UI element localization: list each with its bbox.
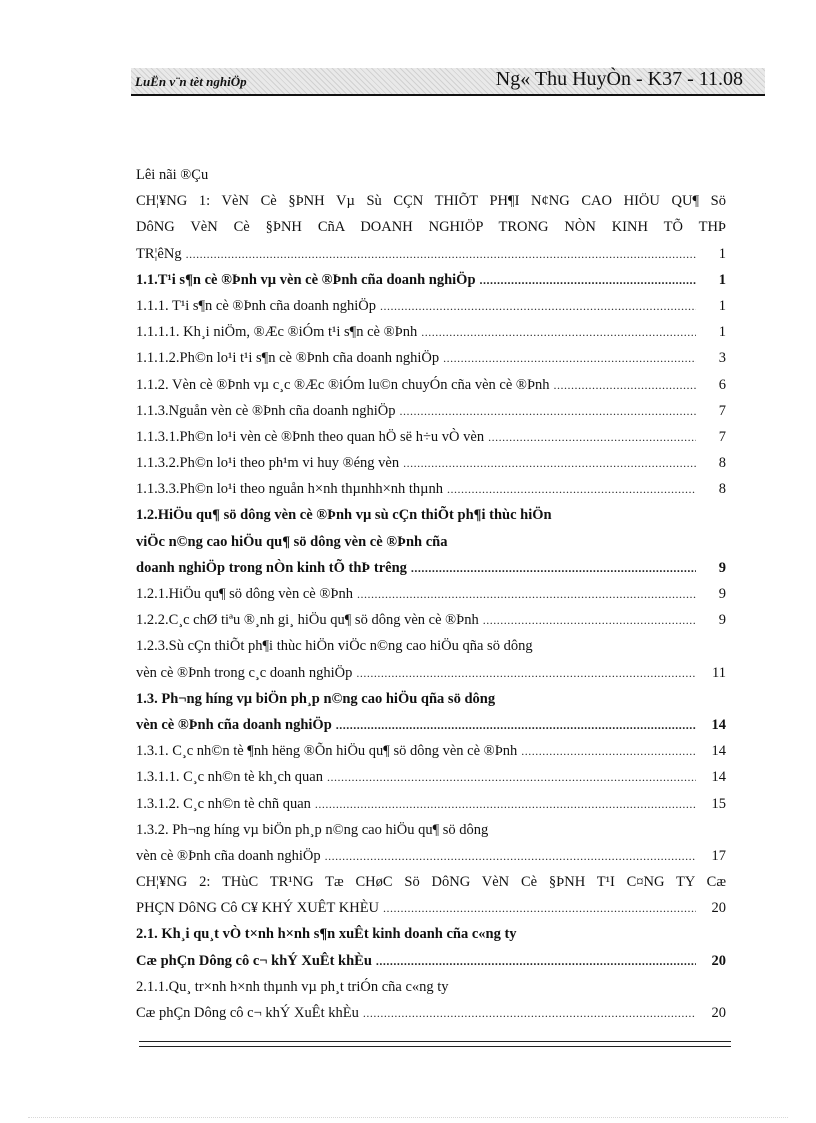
toc-entry-text: 1.2.HiÖu qu¶ sö dông vèn cè ®Þnh vµ sù cÇn thiÕt ph¶i thùc hiÖn [136, 507, 552, 524]
toc-page-number: 9 [718, 559, 726, 576]
toc-entry-text: 1.3. Ph¬ng híng vµ biÖn ph¸p n©ng cao hiÖu qña sö dông [136, 690, 496, 707]
toc-page-number: 9 [718, 612, 726, 629]
header-thesis-title: LuËn v¨n tèt nghiÖp [135, 74, 247, 89]
toc-entry [136, 345, 726, 371]
toc-entry-text: 1.3.1.2. C¸c nh©n tè chñ quan [136, 795, 311, 812]
toc-entry-text: viÖc n©ng cao hiÖu qu¶ sö dông vèn cè ®Þnh cña [136, 533, 448, 550]
toc-entry [136, 319, 726, 345]
toc-entry-text: 1.1.3.2.Ph©n lo¹i theo ph¹m vi huy ®éng vèn [136, 455, 400, 472]
toc-entry-text: 1.2.2.C¸c chØ tiªu ®¸nh gi¸ hiÖu qu¶ sö dông vèn cè ®Þnh [136, 612, 479, 629]
toc-page-number: 8 [718, 481, 726, 498]
toc-dot-leader [186, 244, 696, 264]
toc-entry [136, 686, 726, 712]
toc-dot-leader [521, 741, 696, 761]
toc-entry-text: 1.1.1.2.Ph©n lo¹i t¹i s¶n cè ®Þnh cña doanh nghiÖp [136, 350, 440, 367]
toc-page-number: 7 [718, 428, 726, 445]
toc-entry [136, 948, 726, 974]
toc-entry [136, 974, 726, 1000]
toc-entry [136, 372, 726, 398]
toc-page-number: 1 [718, 297, 726, 314]
toc-entry [136, 162, 726, 188]
toc-entry-text: DôNG VèN Cè §ÞNH CñA DOANH NGHIÖP TRONG NÒN KINH TÕ THÞ [136, 219, 726, 236]
table-of-contents [136, 162, 726, 1026]
toc-entry [136, 555, 726, 581]
toc-entry [136, 633, 726, 659]
toc-dot-leader [411, 558, 696, 578]
toc-entry [136, 581, 726, 607]
toc-page-number: 3 [718, 350, 726, 367]
toc-page-number: 20 [711, 952, 726, 969]
toc-page-number: 17 [711, 847, 726, 864]
toc-entry [136, 424, 726, 450]
toc-entry [136, 502, 726, 528]
toc-entry [136, 660, 726, 686]
toc-page-number: 1 [718, 271, 726, 288]
toc-entry [136, 476, 726, 502]
toc-entry-text: 1.1.3.Nguån vèn cè ®Þnh cña doanh nghiÖp [136, 402, 396, 419]
toc-entry [136, 1000, 726, 1026]
header-author: Ng« Thu HuyÒn - K37 - 11.08 [495, 68, 743, 90]
toc-dot-leader [327, 767, 696, 787]
toc-dot-leader [447, 479, 696, 499]
toc-entry-text: 1.1.2. Vèn cè ®Þnh vµ c¸c ®Æc ®iÓm lu©n chuyÓn cña vèn cè ®Þnh [136, 376, 550, 393]
toc-entry-text: 1.1.3.3.Ph©n lo¹i theo nguån h×nh thµnhh×nh thµnh [136, 481, 444, 498]
toc-page-number: 1 [718, 245, 726, 262]
toc-page-number: 15 [711, 795, 726, 812]
toc-entry [136, 817, 726, 843]
toc-dot-leader [376, 951, 696, 971]
toc-dot-leader [357, 584, 696, 604]
toc-dot-leader [488, 427, 696, 447]
toc-entry [136, 293, 726, 319]
toc-page-number: 20 [711, 1005, 726, 1021]
toc-entry [136, 895, 726, 921]
footer-double-rule [139, 1041, 731, 1047]
toc-entry-text: 2.1.1.Qu¸ tr×nh h×nh thµnh vµ ph¸t triÓn cña c«ng ty [136, 978, 449, 995]
toc-dot-leader [380, 296, 696, 316]
toc-dot-leader [383, 898, 696, 918]
toc-entry-text: vèn cè ®Þnh cña doanh nghiÖp [136, 716, 332, 733]
toc-entry-text: 1.1.T¹i s¶n cè ®Þnh vµ vèn cè ®Þnh cña doanh nghiÖp [136, 271, 476, 288]
toc-entry [136, 791, 726, 817]
toc-entry-text: 1.1.3.1.Ph©n lo¹i vèn cè ®Þnh theo quan hÖ së h÷u vÒ vèn [136, 428, 485, 445]
toc-entry [136, 869, 726, 895]
toc-dot-leader [356, 663, 696, 683]
toc-entry [136, 450, 726, 476]
toc-page-number: 7 [718, 402, 726, 419]
toc-entry-text: 1.3.2. Ph¬ng híng vµ biÖn ph¸p n©ng cao hiÖu qu¶ sö dông [136, 821, 489, 838]
toc-dot-leader [483, 610, 696, 630]
toc-dot-leader [399, 401, 696, 421]
toc-entry [136, 398, 726, 424]
toc-page-number: 14 [711, 743, 726, 760]
toc-entry [136, 529, 726, 555]
toc-entry [136, 764, 726, 790]
toc-dot-leader [554, 375, 696, 395]
toc-page-number: 6 [718, 376, 726, 393]
toc-dot-leader [336, 715, 696, 735]
toc-entry-text: 2.1. Kh¸i qu¸t vÒ t×nh h×nh s¶n xuÊt kinh doanh cña c«ng ty [136, 926, 517, 943]
toc-entry [136, 188, 726, 214]
toc-entry-text: doanh nghiÖp trong nÒn kinh tÕ thÞ trêng [136, 559, 407, 576]
toc-entry [136, 921, 726, 947]
toc-entry-text: PHÇN DôNG Cô C¥ KHÝ XUÊT KHÈU [136, 900, 380, 917]
toc-entry-text: 1.3.1. C¸c nh©n tè ¶nh hëng ®Õn hiÖu qu¶ sö dông vèn cè ®Þnh [136, 743, 518, 760]
toc-entry-text: Cæ phÇn Dông cô c¬ khÝ XuÊt khÈu [136, 952, 372, 969]
toc-entry-text: 1.2.3.Sù cÇn thiÕt ph¶i thùc hiÖn viÖc n©ng cao hiÖu qña sö dông [136, 638, 533, 655]
toc-entry [136, 214, 726, 240]
toc-dot-leader [480, 270, 696, 290]
toc-page-number: 14 [711, 769, 726, 786]
toc-entry-text: vèn cè ®Þnh cña doanh nghiÖp [136, 847, 321, 864]
toc-dot-leader [363, 1003, 696, 1023]
toc-entry [136, 738, 726, 764]
toc-entry-text: Lêi nãi ®Çu [136, 167, 209, 183]
running-header [131, 68, 765, 96]
toc-entry-text: 1.1.1.1. Kh¸i niÖm, ®Æc ®iÓm t¹i s¶n cè ®Þnh [136, 324, 418, 341]
toc-entry [136, 843, 726, 869]
toc-page-number: 9 [718, 586, 726, 602]
toc-entry-text: CH¦¥NG 1: VèN Cè §ÞNH Vµ Sù CÇN THIÕT PH¶I N¢NG CAO HIÖU QU¶ Sö [136, 193, 726, 210]
toc-page-number: 14 [711, 716, 726, 733]
toc-dot-leader [421, 322, 696, 342]
toc-entry-text: TR¦êNg [136, 245, 182, 262]
toc-entry-text: Cæ phÇn Dông cô c¬ khÝ XuÊt khÈu [136, 1005, 359, 1021]
toc-dot-leader [325, 846, 696, 866]
toc-dot-leader [315, 794, 696, 814]
toc-page-number: 1 [718, 324, 726, 341]
toc-page-number: 8 [718, 455, 726, 472]
toc-page-number: 20 [711, 900, 726, 917]
toc-entry [136, 607, 726, 633]
toc-dot-leader [443, 348, 696, 368]
toc-entry-text: vèn cè ®Þnh trong c¸c doanh nghiÖp [136, 664, 353, 681]
toc-entry-text: 1.3.1.1. C¸c nh©n tè kh¸ch quan [136, 769, 323, 786]
page-edge [28, 1117, 788, 1118]
toc-dot-leader [403, 453, 696, 473]
toc-entry-text: 1.1.1. T¹i s¶n cè ®Þnh cña doanh nghiÖp [136, 297, 376, 314]
toc-page-number: 11 [712, 664, 726, 681]
toc-entry-text: CH¦¥NG 2: THùC TR¹NG Tæ CHøC Sö DôNG VèN Cè §ÞNH T¹I C¤NG TY Cæ [136, 874, 726, 891]
toc-entry [136, 267, 726, 293]
toc-entry-text: 1.2.1.HiÖu qu¶ sö dông vèn cè ®Þnh [136, 586, 353, 602]
toc-entry [136, 712, 726, 738]
toc-entry [136, 241, 726, 267]
